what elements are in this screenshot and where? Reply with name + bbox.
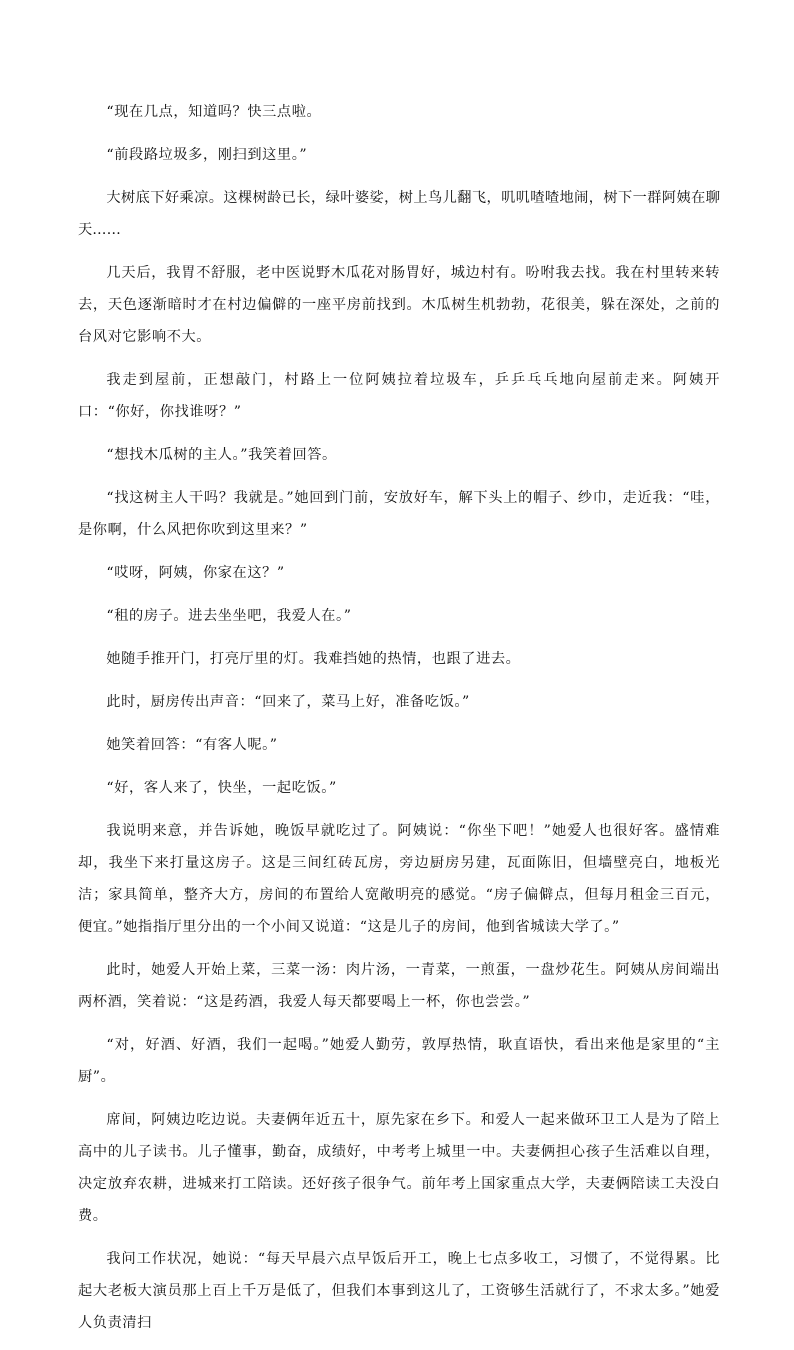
paragraph: 此时，她爱人开始上菜，三菜一汤：肉片汤，一青菜，一煎蛋，一盘炒花生。阿姨从房间端出两杯酒，笑着说：“这是药酒，我爱人每天都要喝上一杯，你也尝尝。” xyxy=(78,962,720,1010)
paragraph: “前段路垃圾多，刚扫到这里。” xyxy=(106,147,308,163)
paragraph: 大树底下好乘凉。这棵树龄已长，绿叶婆娑，树上鸟儿翻飞，叽叽喳喳地闹，树下一群阿姨在聊天…… xyxy=(78,190,720,238)
paragraph: “想找木瓜树的主人。”我笑着回答。 xyxy=(106,447,337,463)
paragraph: 我问工作状况，她说：“每天早晨六点早饭后开工，晚上七点多收工，习惯了，不觉得累。比起大老板大演员那上百上千万是低了，但我们本事到这儿了，工资够生活就行了，不求太多。”她爱人负责清扫 xyxy=(78,1251,720,1331)
paragraph: 她随手推开门，打亮厅里的灯。我难挡她的热情，也跟了进去。 xyxy=(106,651,521,667)
paragraph: “找这树主人干吗？我就是。”她回到门前，安放好车，解下头上的帽子、纱巾，走近我：“哇，是你啊，什么风把你吹到这里来？” xyxy=(78,490,720,538)
paragraph: “哎呀，阿姨，你家在这？” xyxy=(106,565,285,581)
paragraph: 她笑着回答：“有客人呢。” xyxy=(106,737,278,753)
paragraph: 我说明来意，并告诉她，晚饭早就吃过了。阿姨说：“你坐下吧！”她爱人也很好客。盛情难却，我坐下来打量这房子。这是三间红砖瓦房，旁边厨房另建，瓦面陈旧，但墙壁亮白，地板光洁；家具简单，整齐大方，房间的布置给人宽敞明亮的感觉。“房子偏僻点，但每月租金三百元，便宜。”她指指厅里分出的一个小间又说道：“这是儿子的房间，他到省城读大学了。” xyxy=(78,823,720,935)
paragraph: “好，客人来了，快坐，一起吃饭。” xyxy=(106,780,337,796)
paragraph: 我走到屋前，正想敲门，村路上一位阿姨拉着垃圾车，乒乒乓乓地向屋前走来。阿姨开口：“你好，你找谁呀？” xyxy=(78,372,720,420)
paragraph: 席间，阿姨边吃边说。夫妻俩年近五十，原先家在乡下。和爱人一起来做环卫工人是为了陪上高中的儿子读书。儿子懂事，勤奋，成绩好，中考考上城里一中。夫妻俩担心孩子生活难以自理，决定放弃农耕，进城来打工陪读。还好孩子很争气。前年考上国家重点大学，夫妻俩陪读工夫没白费。 xyxy=(78,1112,720,1224)
paragraph: 几天后，我胃不舒服，老中医说野木瓜花对肠胃好，城边村有。吩咐我去找。我在村里转来转去，天色逐渐暗时才在村边偏僻的一座平房前找到。木瓜树生机勃勃，花很美，躲在深处，之前的台风对它影响不大。 xyxy=(78,265,720,345)
paragraph: “现在几点，知道吗？快三点啦。 xyxy=(106,104,322,120)
article-body xyxy=(78,96,720,1350)
paragraph: 此时，厨房传出声音：“回来了，菜马上好，准备吃饭。” xyxy=(106,694,470,710)
paragraph: “对，好酒、好酒，我们一起喝。”她爱人勤劳，敦厚热情，耿直语快，看出来他是家里的“主厨”。 xyxy=(78,1037,720,1085)
paragraph: “租的房子。进去坐坐吧，我爱人在。” xyxy=(106,608,352,624)
